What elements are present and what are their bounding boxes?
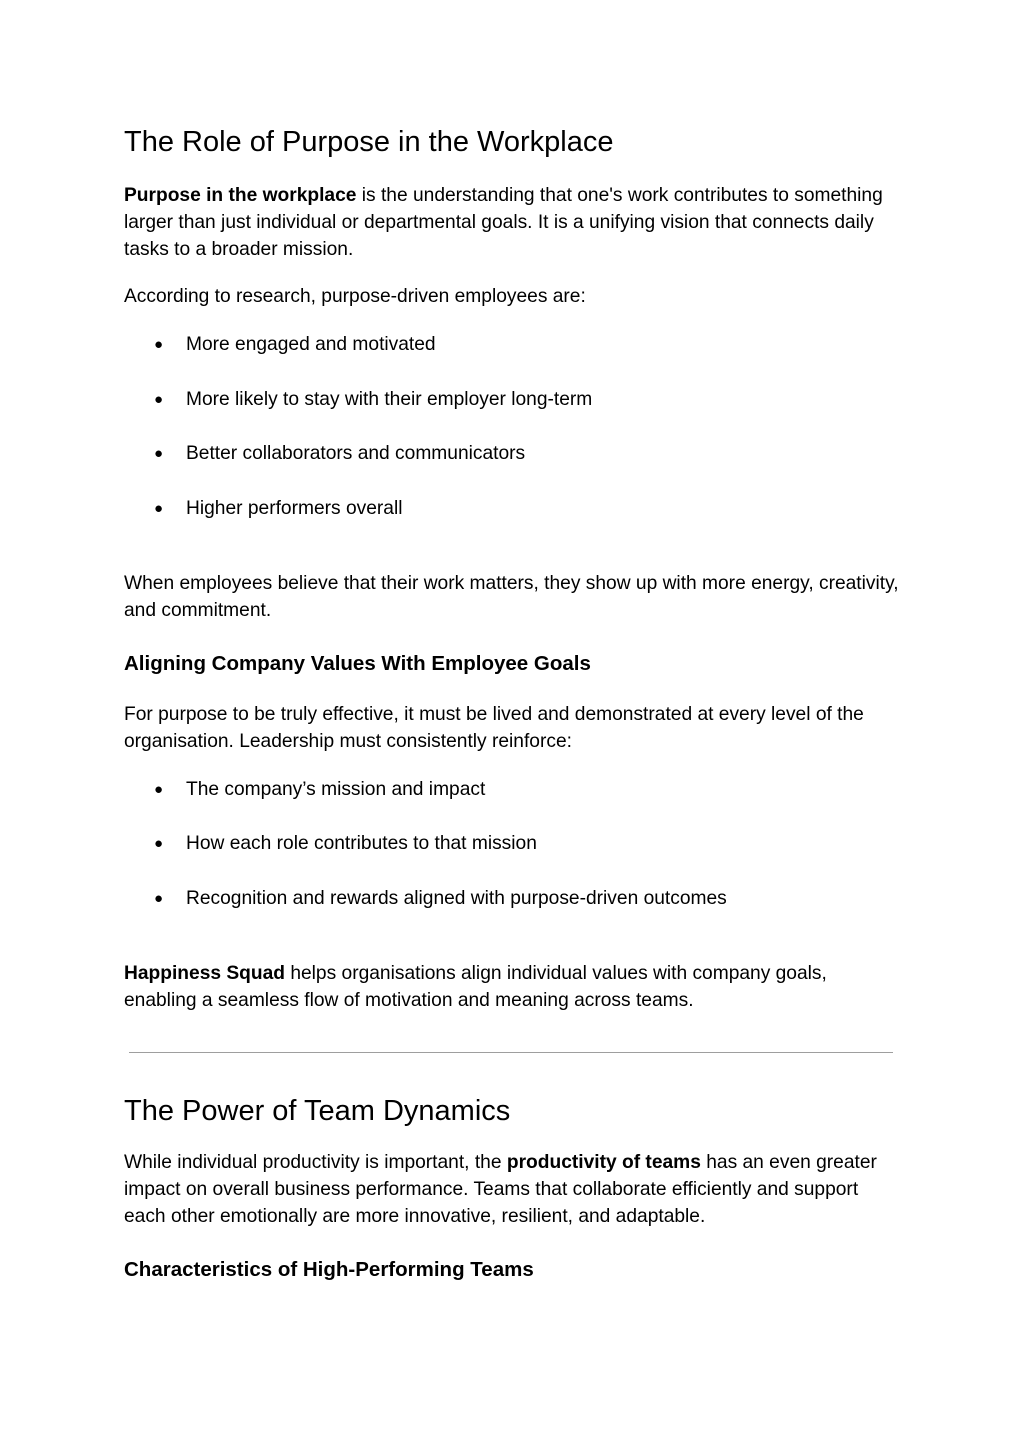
leadership-reinforce-list: [124, 776, 900, 912]
intro-bold-term: Purpose in the workplace: [124, 185, 357, 206]
align-paragraph: For purpose to be truly effective, it must be lived and demonstrated at every level of the organisation. Leadership must consistently reinforce:: [124, 703, 864, 752]
list-item-text: Better collaborators and communicators: [186, 443, 526, 464]
happiness-squad-bold: Happiness Squad: [124, 962, 285, 984]
bullet-icon: ●: [154, 390, 164, 408]
list-item-text: Higher performers overall: [186, 497, 403, 519]
bullet-icon: ●: [154, 835, 164, 852]
section-divider: [129, 1052, 893, 1053]
list-item-text: More engaged and motivated: [186, 334, 436, 355]
team-productivity-paragraph: [124, 1149, 900, 1230]
list-item: [124, 776, 900, 803]
bullet-icon: ●: [154, 445, 164, 462]
energy-paragraph: When employees believe that their work matters, they show up with more energy, creativity, and commitment.: [124, 572, 899, 621]
bullet-icon: ●: [154, 499, 164, 517]
bullet-icon: ●: [154, 336, 164, 353]
team-text-post: has an even greater impact on overall business performance. Teams that collaborate efficiently and support each other emotionally are more innovative, resilient, and adaptable.: [124, 1151, 877, 1227]
intro-paragraph: [124, 182, 900, 263]
research-benefits-list: [124, 331, 900, 522]
team-bold-term: productivity of teams: [506, 1151, 701, 1173]
list-item-text: More likely to stay with their employer long-term: [186, 388, 593, 410]
bullet-icon: ●: [154, 889, 164, 907]
section-title-team-dynamics: The Power of Team Dynamics: [124, 1094, 511, 1127]
list-item: [124, 440, 900, 467]
team-text-pre: While individual productivity is important, the: [124, 1151, 507, 1173]
research-lead-paragraph: According to research, purpose-driven employees are:: [124, 286, 586, 307]
subheading-high-performing-teams: Characteristics of High-Performing Teams: [124, 1257, 534, 1281]
list-item-text: Recognition and rewards aligned with purpose-driven outcomes: [186, 887, 727, 909]
intro-text: is the understanding that one's work contributes to something larger than just individual or departmental goals. It is a unifying vision that connects daily tasks to a broader mission.: [124, 185, 883, 260]
list-item: [124, 495, 900, 522]
bullet-icon: ●: [154, 780, 164, 798]
list-item: [124, 830, 900, 857]
list-item-text: The company’s mission and impact: [186, 778, 486, 800]
happiness-squad-paragraph: [124, 960, 900, 1014]
list-item: [124, 386, 900, 413]
happiness-squad-text: helps organisations align individual values with company goals, enabling a seamless flow of motivation and meaning across teams.: [124, 962, 827, 1011]
list-item: [124, 331, 900, 358]
subheading-aligning-values: Aligning Company Values With Employee Goals: [124, 651, 591, 675]
list-item: [124, 885, 900, 912]
list-item-text: How each role contributes to that mission: [186, 833, 537, 854]
section-title-purpose: The Role of Purpose in the Workplace: [124, 126, 614, 158]
